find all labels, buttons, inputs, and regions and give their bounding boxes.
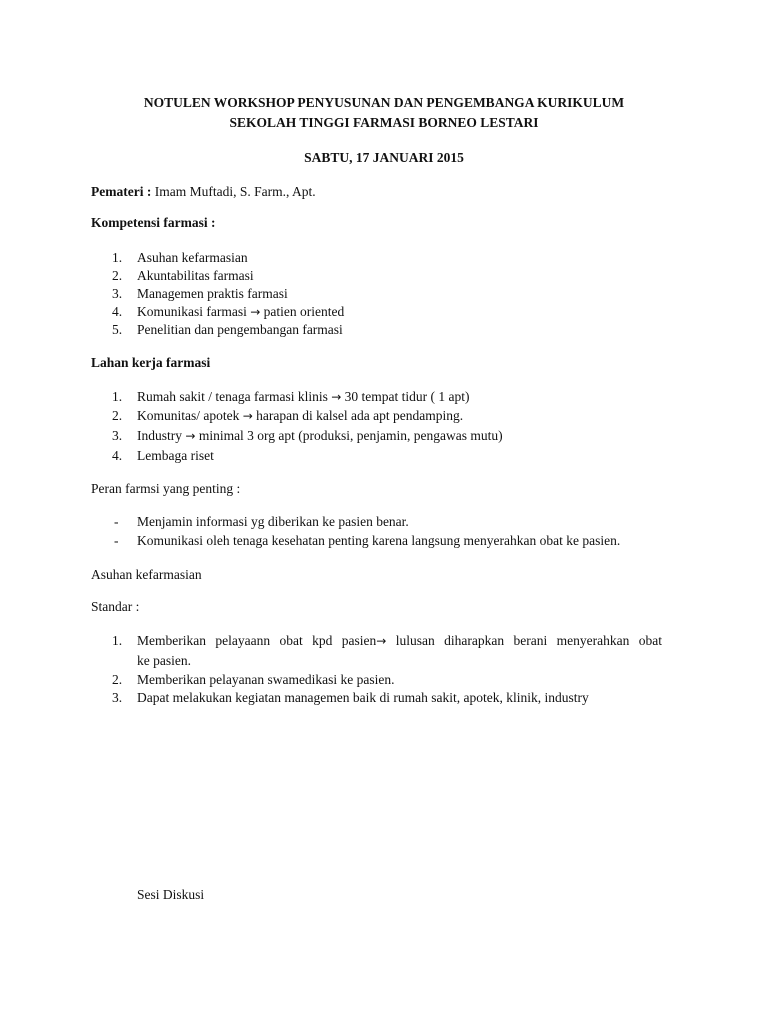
list-item: Memberikan pelayanan swamedikasi ke pasien. <box>137 672 395 687</box>
list-item-text: Memberikan pelayaann obat kpd pasien <box>137 633 377 648</box>
list-item: Managemen praktis farmasi <box>137 286 288 301</box>
list-item-text: Rumah sakit / tenaga farmasi klinis <box>137 389 332 404</box>
list-item <box>137 427 503 445</box>
peran-heading: Peran farmsi yang penting : <box>91 481 241 496</box>
pemateri-line <box>91 183 316 201</box>
list-item: Penelitian dan pengembangan farmasi <box>137 322 343 337</box>
list-item-text: Komunitas/ apotek <box>137 408 243 423</box>
list-number: 4. <box>112 448 123 463</box>
list-item-text: 30 tempat tidur ( 1 apt) <box>341 389 470 404</box>
pemateri-label: Pemateri : <box>91 184 152 199</box>
list-item: Asuhan kefarmasian <box>137 250 248 265</box>
arrow-right-icon: → <box>376 634 387 648</box>
arrow-right-icon: → <box>250 305 261 319</box>
list-dash: - <box>114 514 119 529</box>
list-number: 1. <box>112 633 123 648</box>
list-number: 3. <box>112 690 123 705</box>
list-item: Lembaga riset <box>137 448 214 463</box>
pemateri-value: Imam Muftadi, S. Farm., Apt. <box>151 184 316 199</box>
list-item-text: harapan di kalsel ada apt pendamping. <box>252 408 464 423</box>
list-number: 3. <box>112 428 123 443</box>
list-item-text: Komunikasi farmasi <box>137 304 251 319</box>
list-item: Dapat melakukan kegiatan managemen baik di rumah sakit, apotek, klinik, industry <box>137 690 589 705</box>
list-number: 1. <box>112 389 123 404</box>
list-dash: - <box>114 533 119 548</box>
list-item: Menjamin informasi yg diberikan ke pasien benar. <box>137 514 409 529</box>
lahan-heading: Lahan kerja farmasi <box>91 355 211 370</box>
list-item-continuation: ke pasien. <box>137 653 191 668</box>
list-number: 2. <box>112 268 123 283</box>
document-title-line1: NOTULEN WORKSHOP PENYUSUNAN DAN PENGEMBANGA KURIKULUM <box>143 95 625 110</box>
list-number: 3. <box>112 286 123 301</box>
list-item <box>137 632 662 650</box>
list-item-text: patien oriented <box>260 304 345 319</box>
asuhan-heading: Asuhan kefarmasian <box>91 567 202 582</box>
list-number: 4. <box>112 304 123 319</box>
list-number: 2. <box>112 408 123 423</box>
list-item <box>137 388 470 406</box>
document-date: SABTU, 17 JANUARI 2015 <box>304 150 464 165</box>
document-title-line2: SEKOLAH TINGGI FARMASI BORNEO LESTARI <box>229 115 539 130</box>
list-item <box>137 303 344 321</box>
list-number: 1. <box>112 250 123 265</box>
list-item: Komunikasi oleh tenaga kesehatan penting karena langsung menyerahkan obat ke pasien. <box>137 533 621 548</box>
arrow-right-icon: → <box>242 409 253 423</box>
arrow-right-icon: → <box>185 429 196 443</box>
arrow-right-icon: → <box>331 390 342 404</box>
list-item <box>137 407 463 425</box>
sesi-diskusi-heading: Sesi Diskusi <box>137 887 205 902</box>
list-item-text: minimal 3 org apt (produksi, penjamin, pengawas mutu) <box>195 428 503 443</box>
list-number: 2. <box>112 672 123 687</box>
kompetensi-heading: Kompetensi farmasi : <box>91 215 216 230</box>
list-number: 5. <box>112 322 123 337</box>
list-item-text: Industry <box>137 428 186 443</box>
list-item-text: lulusan diharapkan berani menyerahkan obat <box>386 633 662 648</box>
list-item: Akuntabilitas farmasi <box>137 268 254 283</box>
standar-heading: Standar : <box>91 599 140 614</box>
